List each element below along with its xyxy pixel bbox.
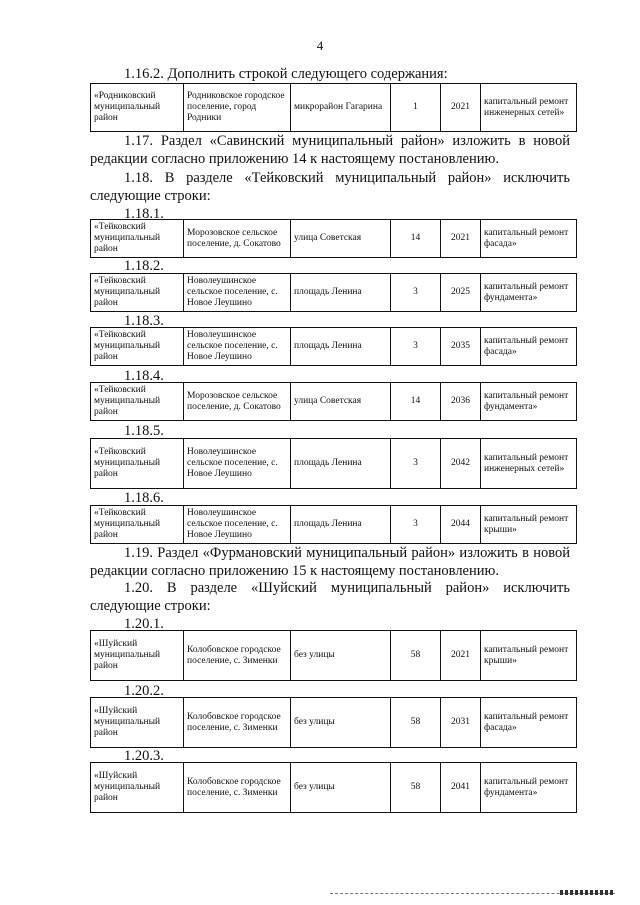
district-cell: «Родниковский муниципальный район [91,84,184,132]
settlement-cell: Колобовское городское поселение, с. Зименки [184,631,291,681]
table-row [91,220,577,258]
settlement-cell: Новолеушинское сельское поселение, с. Новое Леушино [184,506,291,544]
settlement-cell: Колобовское городское поселение, с. Зименки [184,763,291,813]
street-cell: без улицы [291,631,391,681]
table-1-20-1 [90,630,577,681]
street-cell: без улицы [291,698,391,748]
work-cell: капитальный ремонт крыши» [481,631,577,681]
year-cell: 2035 [441,328,481,366]
district-cell: «Тейковский муниципальный район [91,328,184,366]
work-cell: капитальный ремонт фасада» [481,328,577,366]
item-1-18-text: 1.18. В разделе «Тейковский муниципальный район» исключить следующие строки: [90,170,570,204]
settlement-cell: Родниковское городское поселение, город Родники [184,84,291,132]
subitem-1-20-1: 1.20.1. [124,616,164,632]
house-cell: 58 [391,631,441,681]
settlement-cell: Новолеушинское сельское поселение, с. Новое Леушино [184,439,291,489]
district-cell: «Тейковский муниципальный район [91,383,184,421]
table-1-18-3 [90,327,577,366]
subitem-1-18-5: 1.18.5. [124,423,164,439]
table-row [91,383,577,421]
house-cell: 14 [391,383,441,421]
table-1-18-4 [90,382,577,421]
district-cell: «Шуйский муниципальный район [91,631,184,681]
district-cell: «Тейковский муниципальный район [91,439,184,489]
work-cell: капитальный ремонт фасада» [481,698,577,748]
table-1-18-6 [90,505,577,544]
work-cell: капитальный ремонт фундамента» [481,383,577,421]
district-cell: «Тейковский муниципальный район [91,274,184,312]
subitem-1-20-2: 1.20.2. [124,683,164,699]
work-cell: капитальный ремонт фундамента» [481,763,577,813]
settlement-cell: Новолеушинское сельское поселение, с. Новое Леушино [184,328,291,366]
table-1-18-2 [90,273,577,312]
work-cell: капитальный ремонт фундамента» [481,274,577,312]
table-row [91,763,577,813]
settlement-cell: Морозовское сельское поселение, д. Сокатово [184,383,291,421]
street-cell: улица Советская [291,383,391,421]
table-row [91,439,577,489]
table-1-20-2 [90,697,577,748]
street-cell: улица Советская [291,220,391,258]
page-number: 4 [316,38,324,53]
settlement-cell: Колобовское городское поселение, с. Зименки [184,698,291,748]
settlement-cell: Новолеушинское сельское поселение, с. Новое Леушино [184,274,291,312]
year-cell: 2021 [441,631,481,681]
item-1-16-2-text: 1.16.2. Дополнить строкой следующего содержания: [124,66,448,82]
house-cell: 14 [391,220,441,258]
district-cell: «Тейковский муниципальный район [91,506,184,544]
street-cell: без улицы [291,763,391,813]
table-row [91,698,577,748]
house-cell: 3 [391,506,441,544]
street-cell: микрорайон Гагарина [291,84,391,132]
table-1-18-5 [90,438,577,489]
year-cell: 2021 [441,84,481,132]
house-cell: 58 [391,763,441,813]
house-cell: 1 [391,84,441,132]
street-cell: площадь Ленина [291,506,391,544]
district-cell: «Шуйский муниципальный район [91,763,184,813]
table-1-18-1 [90,219,577,258]
year-cell: 2025 [441,274,481,312]
item-1-17-text: 1.17. Раздел «Савинский муниципальный район» изложить в новой редакции согласно приложению 14 к настоящему постановлению. [90,133,570,167]
subitem-1-20-3: 1.20.3. [124,748,164,764]
subitem-1-18-2: 1.18.2. [124,258,164,274]
work-cell: капитальный ремонт инженерных сетей» [481,84,577,132]
subitem-1-18-6: 1.18.6. [124,490,164,506]
district-cell: «Тейковский муниципальный район [91,220,184,258]
house-cell: 3 [391,328,441,366]
table-row [91,631,577,681]
district-cell: «Шуйский муниципальный район [91,698,184,748]
table-row [91,506,577,544]
settlement-cell: Морозовское сельское поселение, д. Сокатово [184,220,291,258]
item-1-19-text: 1.19. Раздел «Фурмановский муниципальный район» изложить в новой редакции согласно приложению 15 к настоящему постановлению. [90,545,570,579]
house-cell: 3 [391,439,441,489]
street-cell: площадь Ленина [291,439,391,489]
year-cell: 2042 [441,439,481,489]
subitem-1-18-4: 1.18.4. [124,368,164,384]
item-1-20-text: 1.20. В разделе «Шуйский муниципальный район» исключить следующие строки: [90,580,570,614]
work-cell: капитальный ремонт крыши» [481,506,577,544]
year-cell: 2044 [441,506,481,544]
year-cell: 2031 [441,698,481,748]
table-1-16-2 [90,83,577,132]
year-cell: 2041 [441,763,481,813]
year-cell: 2036 [441,383,481,421]
street-cell: площадь Ленина [291,274,391,312]
house-cell: 3 [391,274,441,312]
subitem-1-18-3: 1.18.3. [124,313,164,329]
street-cell: площадь Ленина [291,328,391,366]
year-cell: 2021 [441,220,481,258]
table-row [91,84,577,132]
table-row [91,274,577,312]
subitem-1-18-1: 1.18.1. [124,206,164,222]
table-row [91,328,577,366]
house-cell: 58 [391,698,441,748]
scan-artifact-mark [560,890,615,895]
table-1-20-3 [90,762,577,813]
work-cell: капитальный ремонт фасада» [481,220,577,258]
work-cell: капитальный ремонт инженерных сетей» [481,439,577,489]
